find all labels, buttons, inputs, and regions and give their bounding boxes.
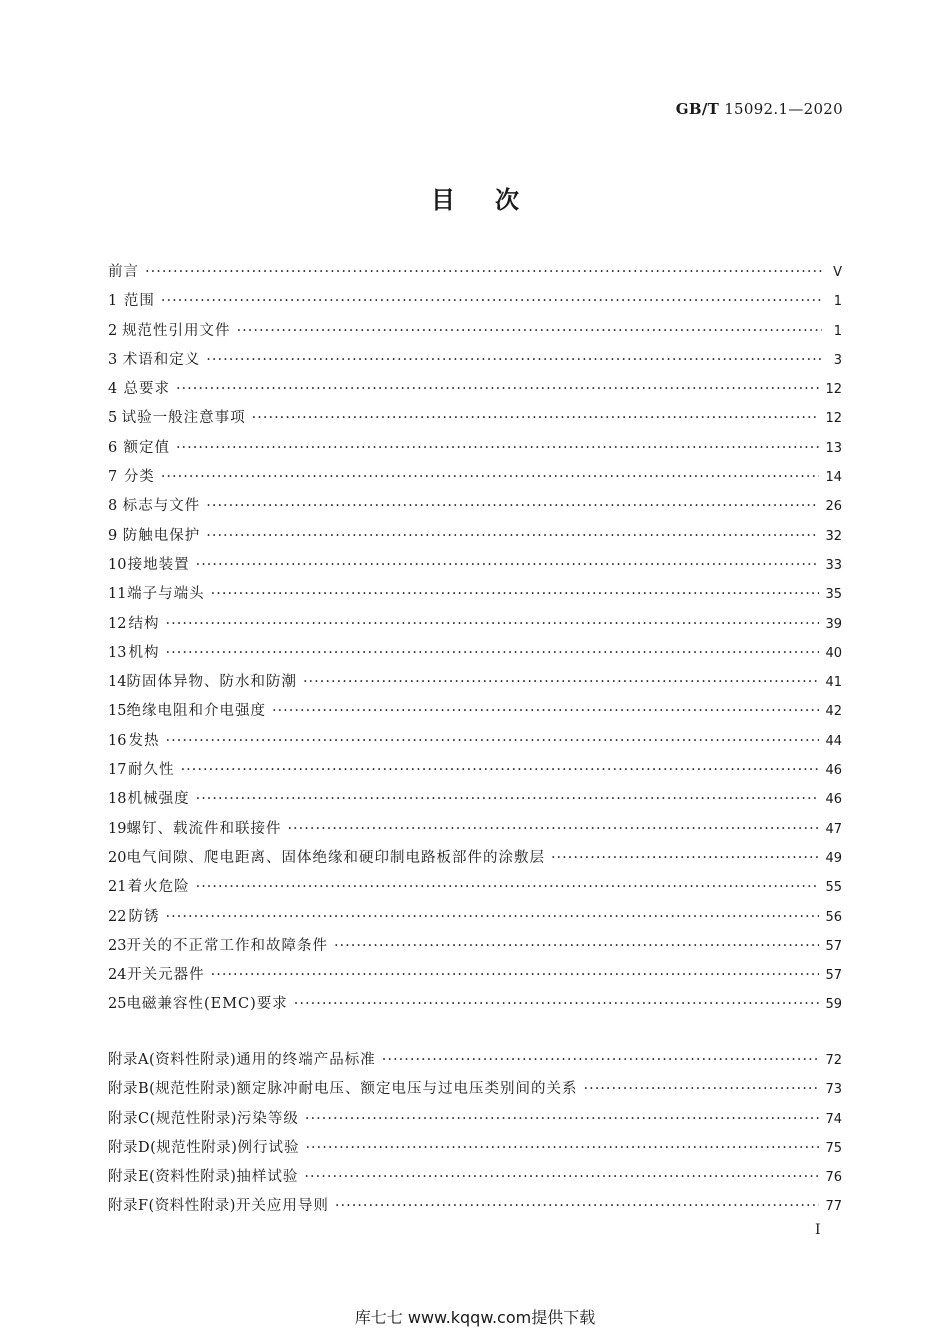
- annex-title: 开关应用导则: [235, 1198, 329, 1215]
- toc-page-number: 1: [833, 323, 842, 339]
- toc-entry-number: 9: [108, 527, 118, 544]
- annex-title: 通用的终端产品标准: [236, 1052, 376, 1068]
- dot-leader: [206, 492, 819, 521]
- toc-page-number: 46: [825, 792, 842, 808]
- toc-entry-number: 11: [108, 586, 127, 603]
- toc-entry-title: 总要求: [123, 381, 170, 398]
- toc-page-number: 56: [825, 909, 842, 925]
- toc-page-number: 40: [825, 645, 842, 661]
- toc-page-number: 1: [833, 294, 842, 310]
- toc-page-number: 42: [825, 704, 842, 720]
- toc-entry[interactable]: [108, 404, 842, 433]
- annex-entry[interactable]: [108, 1075, 842, 1104]
- toc-entry-title: 术语和定义: [122, 351, 201, 368]
- toc-page-number: 49: [825, 850, 842, 866]
- dot-leader: [166, 610, 820, 639]
- dot-leader: [196, 873, 820, 902]
- toc-entry-title: 机构: [128, 644, 160, 661]
- dot-leader: [161, 463, 820, 492]
- toc-page-number: 44: [825, 733, 842, 749]
- toc-entry[interactable]: [108, 727, 842, 756]
- toc-page-number: 3: [833, 352, 842, 368]
- toc-entry-title: 耐久性: [128, 762, 175, 779]
- toc-entry[interactable]: [108, 873, 842, 902]
- toc-entry[interactable]: [108, 610, 842, 639]
- dot-leader: [272, 697, 820, 726]
- toc-entry-number: 18: [108, 791, 127, 808]
- toc-page-number: 39: [825, 616, 842, 632]
- toc-entry[interactable]: [108, 785, 842, 814]
- annex-prefix: 附录B(规范性附录): [108, 1081, 237, 1098]
- page-title: 目次: [431, 185, 559, 214]
- toc-page-number: 12: [825, 411, 842, 427]
- toc-entry[interactable]: [108, 287, 842, 316]
- toc-page-number: 33: [825, 557, 842, 573]
- toc-entry-number: 23: [108, 937, 127, 954]
- dot-leader: [382, 1046, 820, 1075]
- toc-entry[interactable]: [108, 932, 842, 961]
- toc-entry-number: 7: [108, 469, 118, 486]
- toc-entry[interactable]: [108, 697, 842, 726]
- toc-entry-number: 25: [108, 996, 127, 1013]
- dot-leader: [176, 375, 820, 404]
- toc-page-number: 46: [825, 763, 842, 779]
- toc-entry-title: 防触电保护: [122, 527, 201, 544]
- toc-entry[interactable]: [108, 961, 842, 990]
- annex-prefix: 附录F(资料性附录): [108, 1198, 236, 1215]
- dot-leader: [196, 785, 820, 814]
- toc-entry-number: 4: [108, 381, 118, 398]
- dot-leader: [196, 551, 820, 580]
- toc-entry[interactable]: [108, 990, 842, 1019]
- toc-page-number: 57: [825, 938, 842, 954]
- toc-entry-title: 机械强度: [127, 791, 190, 808]
- toc-entry-number: 13: [108, 644, 127, 661]
- dot-leader: [145, 258, 822, 287]
- toc-page-number: 73: [825, 1082, 842, 1098]
- toc-entry-title: 防锈: [128, 908, 160, 925]
- toc-page-number: V: [833, 265, 842, 280]
- toc-page-number: 41: [825, 675, 842, 691]
- toc-entry-title: 开关元器件: [127, 967, 205, 984]
- toc-list: [108, 258, 842, 1020]
- toc-entry[interactable]: [108, 317, 842, 346]
- toc-page-number: 26: [825, 499, 842, 515]
- dot-leader: [211, 961, 820, 990]
- annex-prefix: 附录A(资料性附录): [108, 1052, 237, 1068]
- toc-entry-number: 3: [108, 351, 118, 368]
- toc-entry-number: 2: [108, 322, 118, 339]
- toc-page-number: 55: [825, 880, 842, 896]
- standard-number: [676, 100, 843, 118]
- annex-prefix: 附录C(规范性附录): [108, 1110, 237, 1127]
- dot-leader: [166, 727, 820, 756]
- dot-leader: [305, 1134, 819, 1163]
- toc-entry[interactable]: [108, 551, 842, 580]
- toc-entry-number: 21: [108, 879, 127, 896]
- toc-entry-title: 分类: [123, 469, 155, 486]
- standard-code: 15092.1—2020: [724, 100, 843, 118]
- toc-entry[interactable]: [108, 844, 842, 873]
- toc-entry[interactable]: [108, 639, 842, 668]
- toc-entry[interactable]: [108, 375, 842, 404]
- dot-leader: [161, 287, 822, 316]
- annex-title: 例行试验: [237, 1139, 300, 1156]
- annex-entry[interactable]: [108, 1134, 842, 1163]
- annex-title: 抽样试验: [236, 1169, 299, 1186]
- toc-entry[interactable]: [108, 815, 842, 844]
- toc-entry-number: 8: [108, 498, 118, 515]
- dot-leader: [287, 815, 819, 844]
- toc-entry-number: 19: [108, 820, 127, 837]
- toc-entry-title: 防固体异物、防水和防潮: [126, 674, 297, 691]
- toc-entry-title: 端子与端头: [127, 586, 205, 603]
- standard-prefix: GB/T: [675, 100, 720, 118]
- dot-leader: [206, 522, 819, 551]
- toc-entry-number: 6: [108, 439, 118, 456]
- dot-leader: [176, 434, 820, 463]
- toc-entry[interactable]: [108, 903, 842, 932]
- dot-leader: [334, 932, 820, 961]
- dot-leader: [211, 580, 820, 609]
- toc-entry-number: 22: [108, 908, 127, 925]
- dot-leader: [305, 1105, 820, 1134]
- toc-entry-number: 15: [108, 703, 127, 720]
- dot-leader: [583, 1075, 819, 1104]
- toc-entry-title: 范围: [123, 293, 155, 310]
- toc-entry-title: 额定值: [123, 439, 170, 456]
- annex-list: [108, 1046, 842, 1222]
- toc-page-number: 59: [825, 997, 842, 1013]
- toc-entry[interactable]: [108, 492, 842, 521]
- annex-title: 污染等级: [236, 1110, 299, 1127]
- dot-leader: [304, 1163, 819, 1192]
- toc-entry-title: 开关的不正常工作和故障条件: [126, 937, 328, 954]
- toc-entry-title: 着火危险: [127, 879, 190, 896]
- toc-entry-number: 14: [108, 674, 127, 691]
- toc-entry-number: 1: [108, 293, 118, 310]
- toc-page-number: 74: [825, 1111, 842, 1127]
- toc-entry-title: 电气间隙、爬电距离、固体绝缘和硬印制电路板部件的涂敷层: [126, 849, 545, 866]
- toc-entry-number: 10: [108, 556, 127, 573]
- page-number: I: [815, 1222, 821, 1238]
- dot-leader: [166, 639, 820, 668]
- toc-entry[interactable]: [108, 522, 842, 551]
- download-footer: 库七七 www.kqqw.com提供下载: [354, 1308, 596, 1327]
- toc-entry-title: 规范性引用文件: [122, 322, 231, 339]
- toc-page-number: 47: [825, 821, 842, 837]
- toc-entry-number: 16: [108, 732, 127, 749]
- toc-entry-number: 17: [108, 762, 127, 779]
- toc-page-number: 57: [825, 968, 842, 984]
- toc-entry[interactable]: [108, 346, 842, 375]
- annex-entry[interactable]: [108, 1046, 842, 1075]
- toc-entry-title: 绝缘电阻和介电强度: [126, 703, 266, 720]
- dot-leader: [252, 404, 820, 433]
- toc-page-number: 32: [825, 528, 842, 544]
- annex-entry[interactable]: [108, 1163, 842, 1192]
- annex-entry[interactable]: [108, 1192, 842, 1221]
- toc-entry-title: 结构: [128, 615, 160, 632]
- annex-title: 额定脉冲耐电压、额定电压与过电压类别间的关系: [236, 1081, 578, 1098]
- toc-entry-number: 24: [108, 967, 127, 984]
- toc-page-number: 76: [825, 1170, 842, 1186]
- toc-entry[interactable]: [108, 580, 842, 609]
- toc-entry[interactable]: [108, 756, 842, 785]
- toc-page-number: 75: [825, 1140, 842, 1156]
- toc-entry-number: 12: [108, 615, 127, 632]
- dot-leader: [181, 756, 820, 785]
- dot-leader: [551, 844, 820, 873]
- toc-entry[interactable]: [108, 668, 842, 697]
- toc-entry[interactable]: [108, 434, 842, 463]
- dot-leader: [237, 317, 822, 346]
- toc-entry-number: 20: [108, 849, 127, 866]
- toc-page-number: 77: [825, 1199, 842, 1215]
- annex-entry[interactable]: [108, 1105, 842, 1134]
- toc-entry-title: 螺钉、载流件和联接件: [126, 820, 282, 837]
- dot-leader: [294, 990, 820, 1019]
- dot-leader: [303, 668, 820, 697]
- toc-entry-title: 发热: [128, 732, 160, 749]
- dot-leader: [206, 346, 822, 375]
- toc-entry-title: 电磁兼容性(EMC)要求: [126, 996, 288, 1013]
- toc-page-number: 35: [825, 587, 842, 603]
- toc-entry-title: 试验一般注意事项: [121, 410, 246, 427]
- annex-prefix: 附录D(规范性附录): [108, 1139, 238, 1156]
- toc-entry[interactable]: [108, 463, 842, 492]
- toc-page-number: 14: [825, 470, 842, 486]
- annex-prefix: 附录E(资料性附录): [108, 1169, 237, 1186]
- toc-page-number: 12: [825, 382, 842, 398]
- dot-leader: [335, 1192, 820, 1221]
- toc-page-number: 72: [825, 1053, 842, 1068]
- dot-leader: [166, 903, 820, 932]
- toc-entry-number: 5: [108, 410, 118, 427]
- toc-entry-title: 接地装置: [127, 556, 190, 573]
- toc-entry[interactable]: [108, 258, 842, 287]
- toc-entry-title: 标志与文件: [122, 498, 201, 515]
- toc-page-number: 13: [825, 440, 842, 456]
- toc-entry-title: 前言: [108, 264, 139, 280]
